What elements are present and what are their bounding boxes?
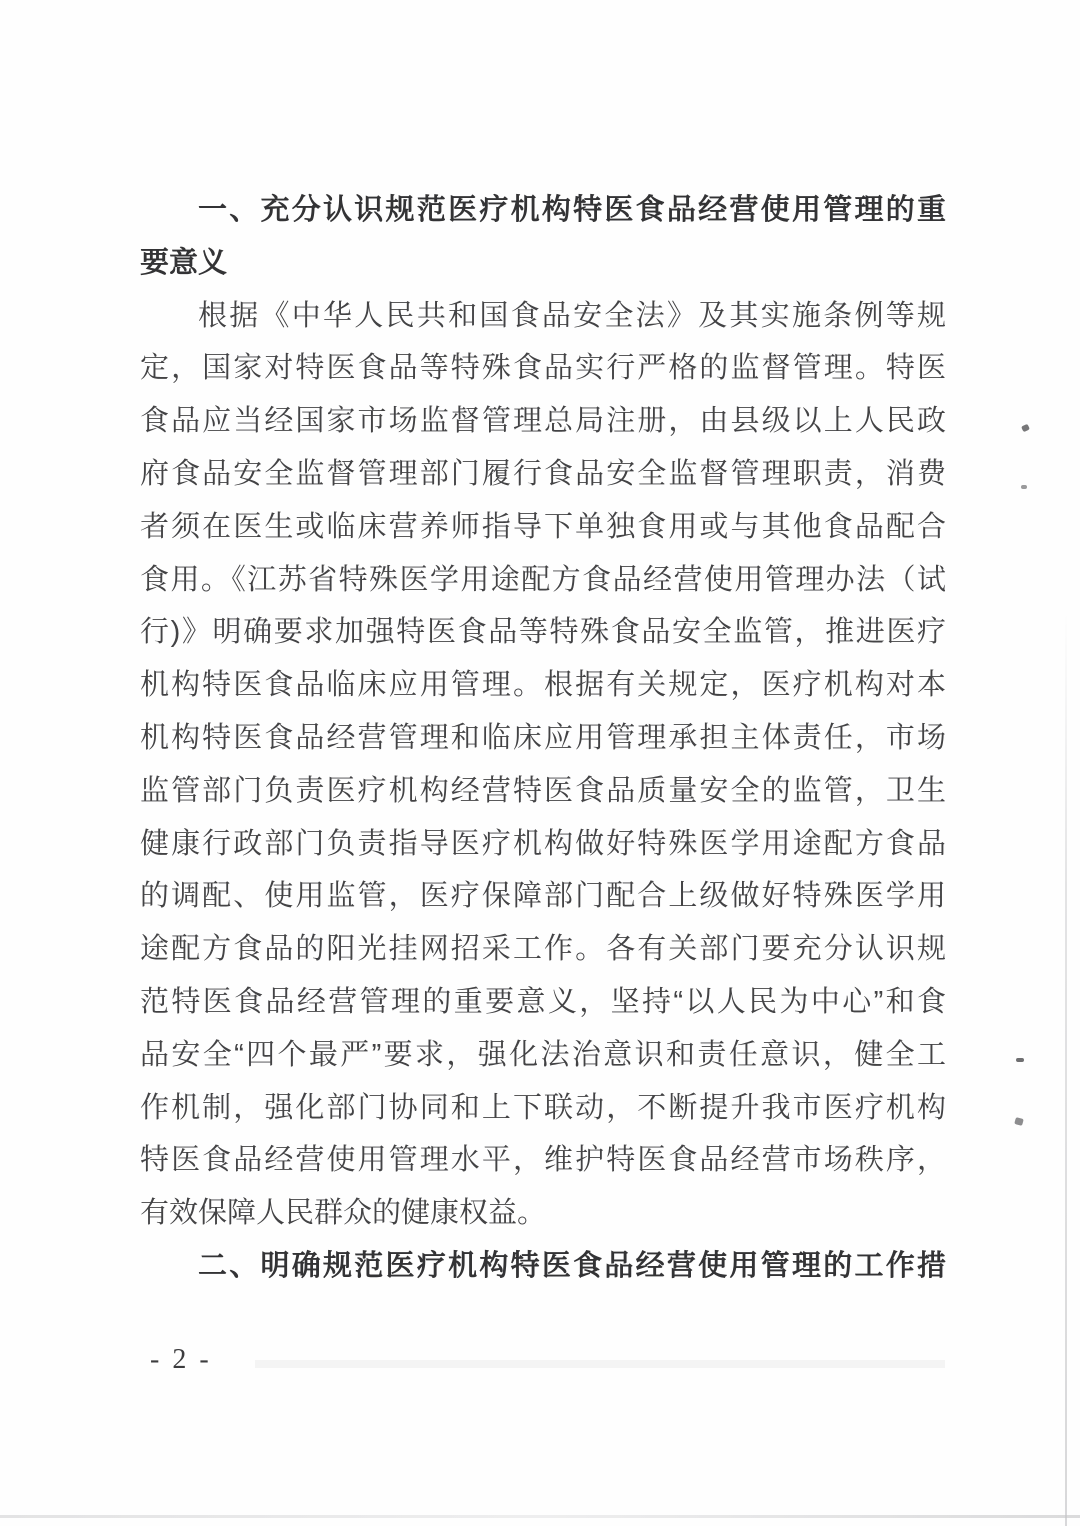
scan-artifact-speck	[1016, 1058, 1024, 1062]
section-heading-line: 要意义	[140, 246, 228, 279]
scan-artifact-speck	[1014, 1117, 1024, 1126]
body-line: 者须在医生或临床营养师指导下单独食用或与其他食品配合	[140, 510, 946, 543]
scan-artifact-speck	[1021, 424, 1030, 432]
body-line: 根据《中华人民共和国食品安全法》及其实施条例等规	[198, 299, 946, 332]
body-line: 有效保障人民群众的健康权益。	[140, 1197, 547, 1230]
scan-page-edge-bottom	[0, 1515, 1080, 1518]
body-line: 品安全“四个最严”要求，强化法治意识和责任意识，健全工	[140, 1038, 946, 1071]
document-text-block	[140, 184, 946, 1293]
body-line: 食用。《江苏省特殊医学用途配方食品经营使用管理办法（试	[140, 563, 946, 596]
body-line: 的调配、使用监管，医疗保障部门配合上级做好特殊医学用	[140, 880, 946, 913]
body-line: 行)》明确要求加强特医食品等特殊食品安全监管，推进医疗	[140, 616, 946, 649]
scan-artifact-streak	[255, 1360, 945, 1368]
page-number: - 2 -	[150, 1344, 212, 1375]
scan-artifact-speck	[1021, 485, 1027, 489]
body-line: 特医食品经营使用管理水平，维护特医食品经营市场秩序，	[140, 1144, 946, 1177]
body-line: 健康行政部门负责指导医疗机构做好特殊医学用途配方食品	[140, 827, 946, 860]
scan-page-edge-right	[1065, 610, 1067, 1526]
body-line: 途配方食品的阳光挂网招采工作。各有关部门要充分认识规	[140, 933, 946, 966]
body-line: 机构特医食品经营管理和临床应用管理承担主体责任，市场	[140, 721, 946, 754]
section-heading-line: 一、充分认识规范医疗机构特医食品经营使用管理的重	[198, 194, 946, 226]
body-line: 机构特医食品临床应用管理。根据有关规定，医疗机构对本	[140, 669, 946, 702]
body-line: 府食品安全监督管理部门履行食品安全监督管理职责，消费	[140, 457, 946, 490]
body-line: 定，国家对特医食品等特殊食品实行严格的监督管理。特医	[140, 352, 946, 385]
body-line: 监管部门负责医疗机构经营特医食品质量安全的监管，卫生	[140, 774, 946, 807]
body-line: 范特医食品经营管理的重要意义，坚持“以人民为中心”和食	[140, 985, 946, 1018]
body-line: 作机制，强化部门协同和上下联动，不断提升我市医疗机构	[140, 1091, 946, 1124]
body-line: 食品应当经国家市场监督管理总局注册，由县级以上人民政	[140, 405, 946, 438]
section-heading-line: 二、明确规范医疗机构特医食品经营使用管理的工作措	[198, 1249, 946, 1282]
